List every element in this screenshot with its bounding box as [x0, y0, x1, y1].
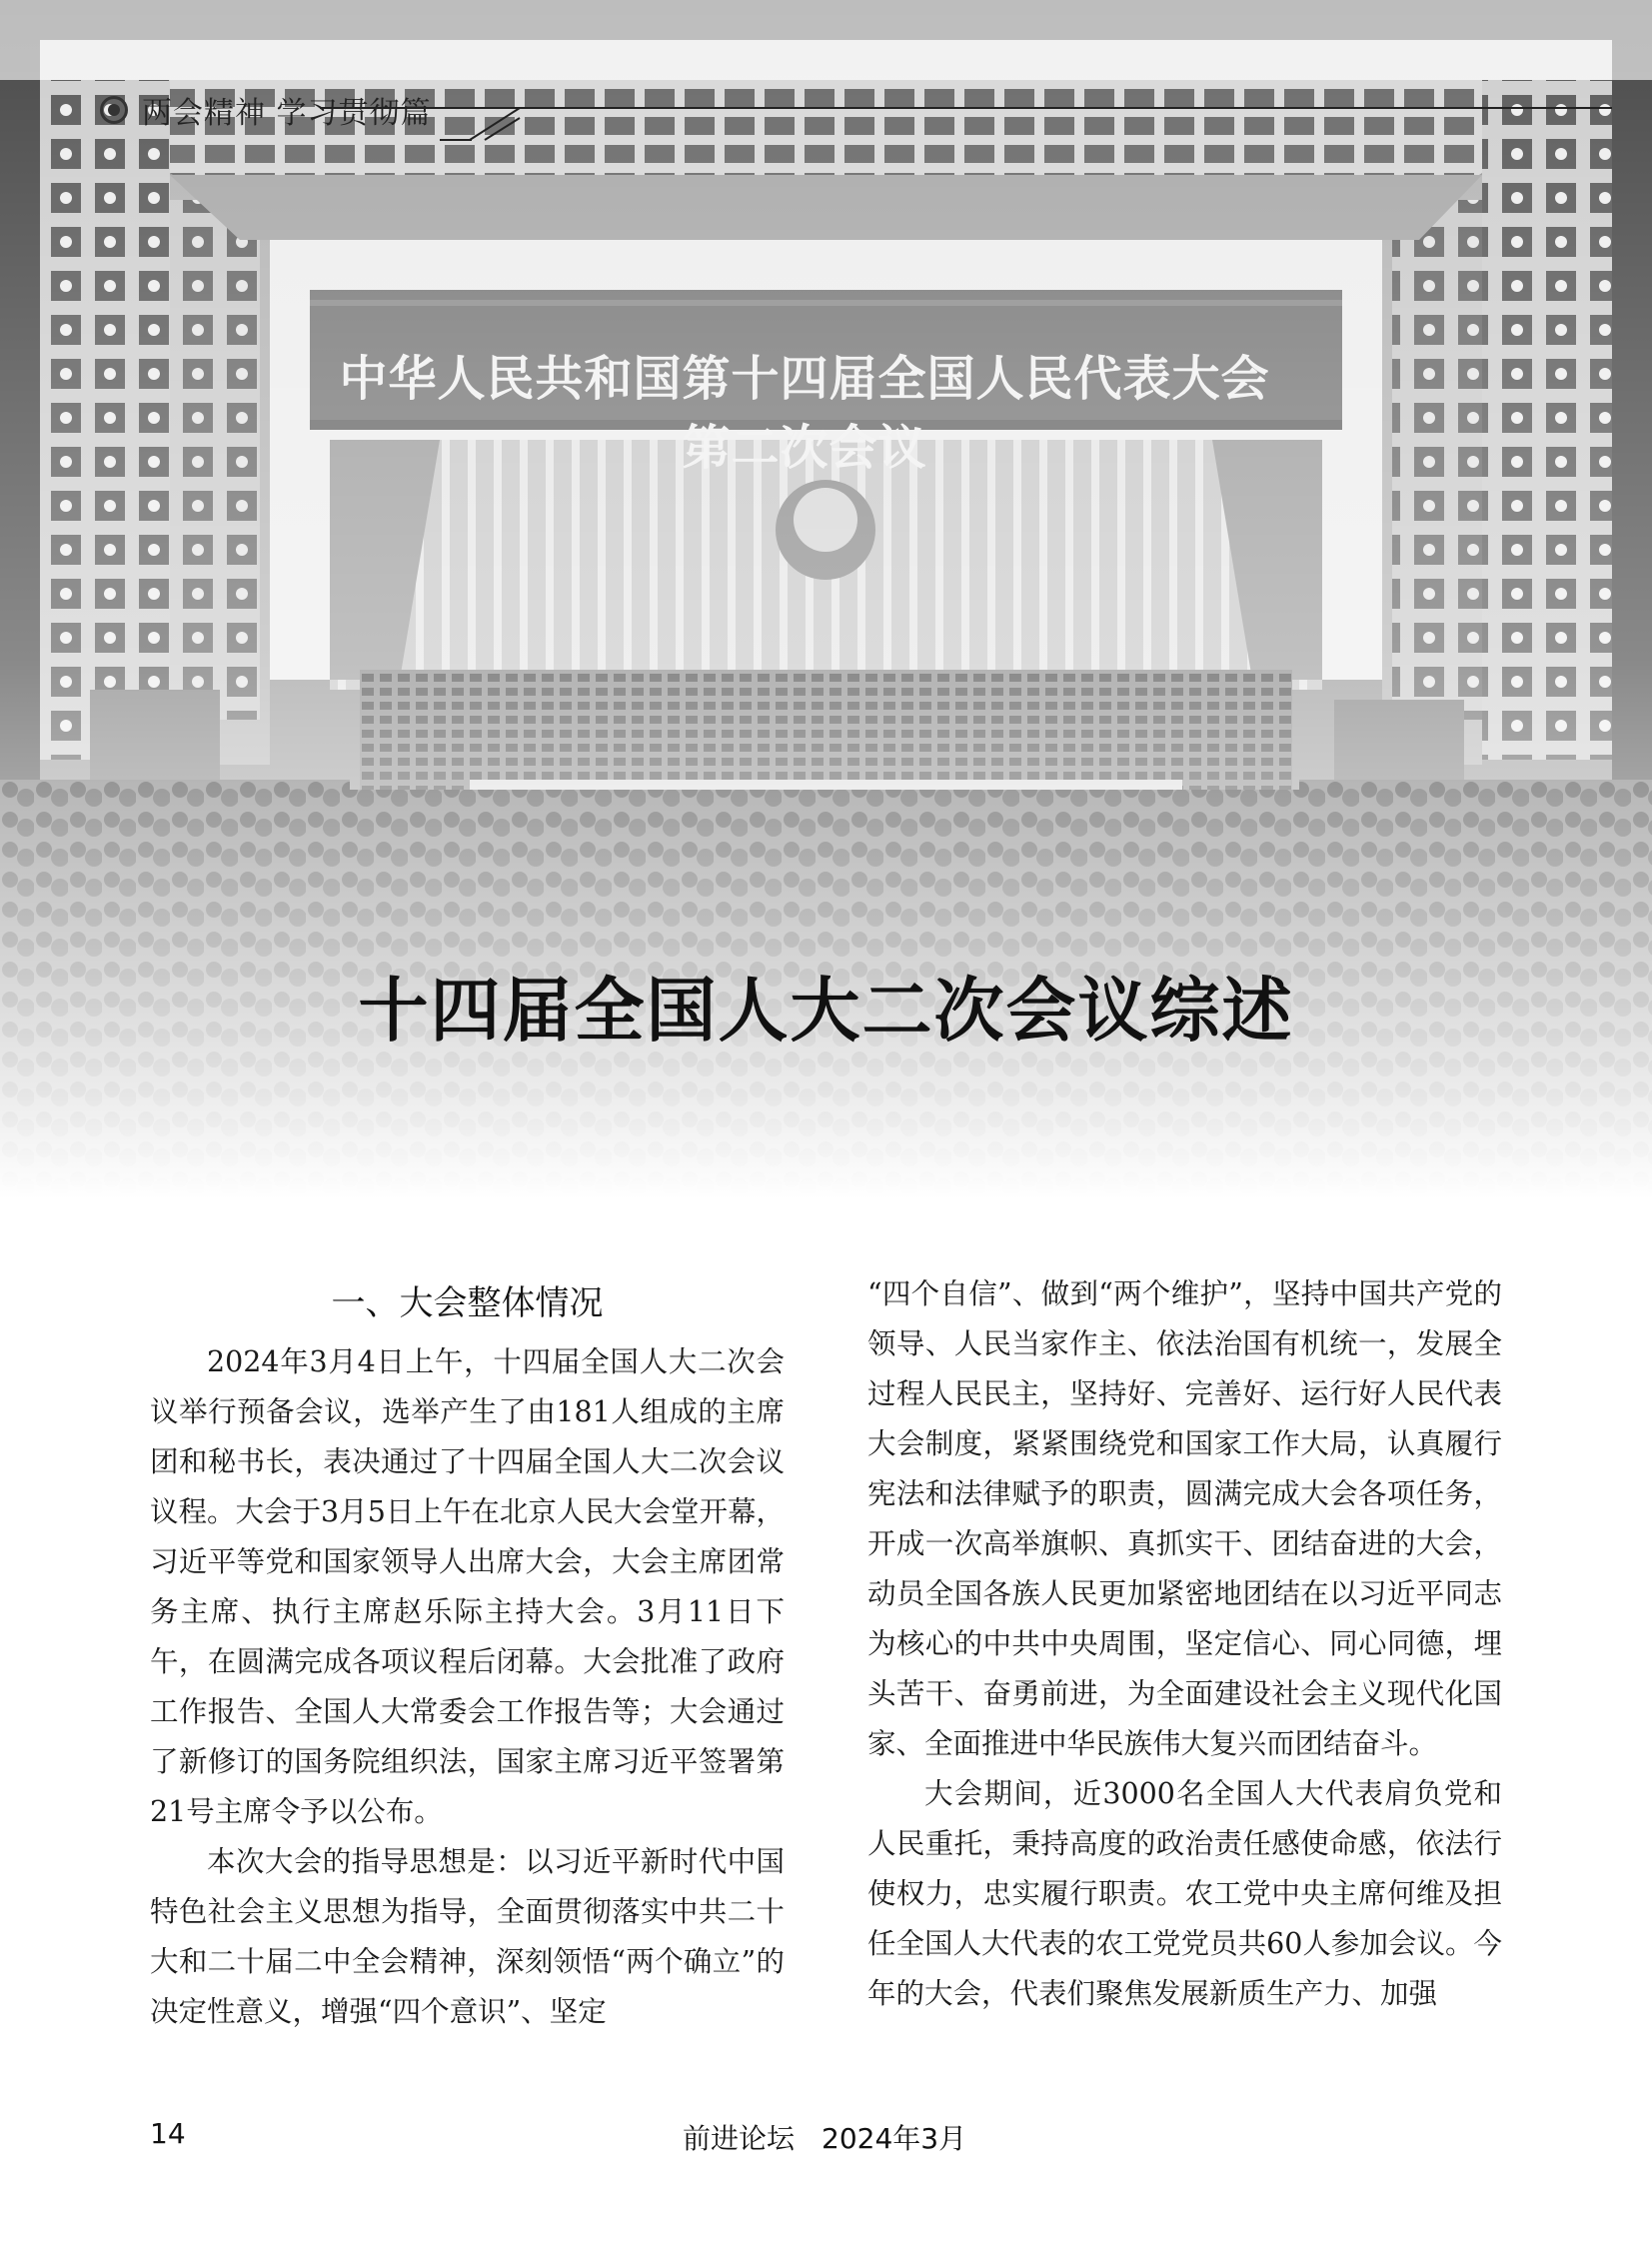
article-column-right	[867, 1269, 1502, 2019]
paragraph-continuation: “四个自信”、做到“两个维护”，坚持中国共产党的领导、人民当家作主、依法治国有机统一，发展全过程人民民主，坚持好、完善好、运行好人民代表大会制度，紧紧围绕党和国家工作大局，认真履行宪法和法律赋予的职责，圆满完成大会各项任务，开成一次高举旗帜、真抓实干、团结奋进的大会，动员全国各族人民更加紧密地团结在以习近平同志为核心的中共中央周围，坚定信心、同心同德，埋头苦干、奋勇前进，为全面建设社会主义现代化国家、全面推进中华民族伟大复兴而团结奋斗。	[867, 1277, 1502, 1760]
page-footer	[0, 2117, 1652, 2157]
section-tag	[100, 88, 432, 132]
paragraph: 2024年3月4日上午，十四届全国人大二次会议举行预备会议，选举产生了由181人组成的主席团和秘书长，表决通过了十四届全国人大二次会议议程。大会于3月5日上午在北京人民大会堂开幕，习近平等党和国家领导人出席大会，大会主席团常务主席、执行主席赵乐际主持大会。3月11日下午，在圆满完成各项议程后闭幕。大会批准了政府工作报告、全国人大常委会工作报告等；大会通过了新修订的国务院组织法，国家主席习近平签署第21号主席令予以公布。	[150, 1345, 785, 1828]
article-column-left	[150, 1269, 785, 2037]
stage-banner: 中华人民共和国第十四届全国人民代表大会第二次会议	[339, 351, 1270, 476]
article-title: 十四届全国人大二次会议综述	[358, 970, 1294, 1052]
section-heading: 一、大会整体情况	[331, 1283, 604, 1323]
section-tag-label: 两会精神 学习贯彻篇	[142, 96, 432, 131]
journal-name: 前进论坛	[683, 2122, 796, 2155]
circle-bullet-icon	[100, 96, 128, 124]
paragraph: 大会期间，近3000名全国人大代表肩负党和人民重托，秉持高度的政治责任感使命感，依法行使权力，忠实履行职责。农工党中央主席何维及担任全国人大代表的农工党党员共60人参加会议。今年的大会，代表们聚焦发展新质生产力、加强	[867, 1777, 1502, 2010]
page-number: 14	[150, 2117, 186, 2150]
issue-date: 2024年3月	[822, 2122, 967, 2155]
paragraph: 本次大会的指导思想是：以习近平新时代中国特色社会主义思想为指导，全面贯彻落实中共二十大和二十届二中全会精神，深刻领悟“两个确立”的决定性意义，增强“四个意识”、坚定	[150, 1845, 785, 2028]
